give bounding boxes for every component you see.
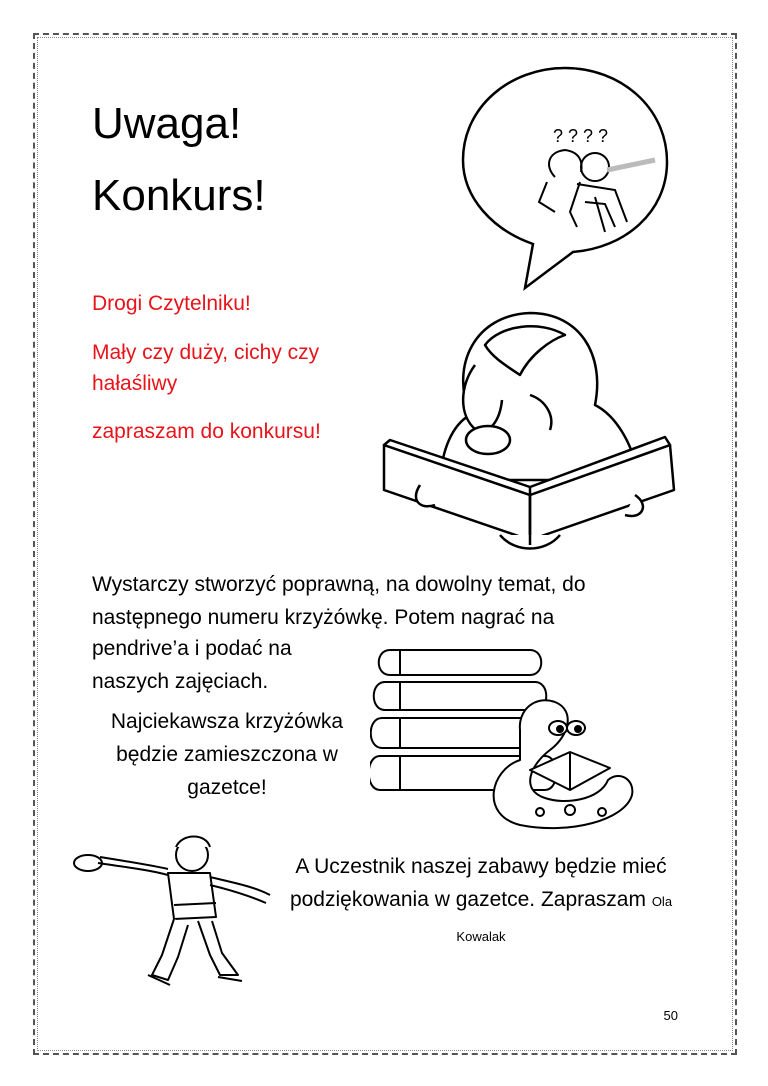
bookworm-icon (370, 640, 640, 845)
closing-text: A Uczestnik naszej zabawy będzie mieć podziękowania w gazetce. Zapraszam (289, 855, 667, 911)
instructions-paragraph3: Najciekawsza krzyżówka będzie zamieszczona w gazetce! (110, 710, 344, 799)
closing-paragraph (286, 850, 676, 953)
greeting-line2: Mały czy duży, cichy czy hałaśliwy (92, 341, 320, 395)
greeting-line3: zapraszam do konkursu! (92, 420, 321, 443)
greeting-line1: Drogi Czytelniku! (92, 292, 251, 315)
instructions-paragraph1: Wystarczy stworzyć poprawną, na dowolny temat, do następnego numeru krzyżówkę. Potem nagrać na (92, 573, 586, 629)
page-number: 50 (663, 1008, 678, 1023)
discus-thrower-icon (70, 825, 280, 995)
man-reading-book-icon (380, 305, 680, 565)
svg-text:? ? ? ?: ? ? ? ? (553, 126, 609, 146)
instructions-paragraph2: pendrive’a i podać na naszych zajęciach. (92, 637, 292, 693)
heading-line2: Konkurs! (92, 171, 266, 220)
heading-line1: Uwaga! (92, 99, 242, 148)
thinking-man-icon (455, 62, 675, 292)
author-name: Ola Kowalak (456, 894, 673, 944)
